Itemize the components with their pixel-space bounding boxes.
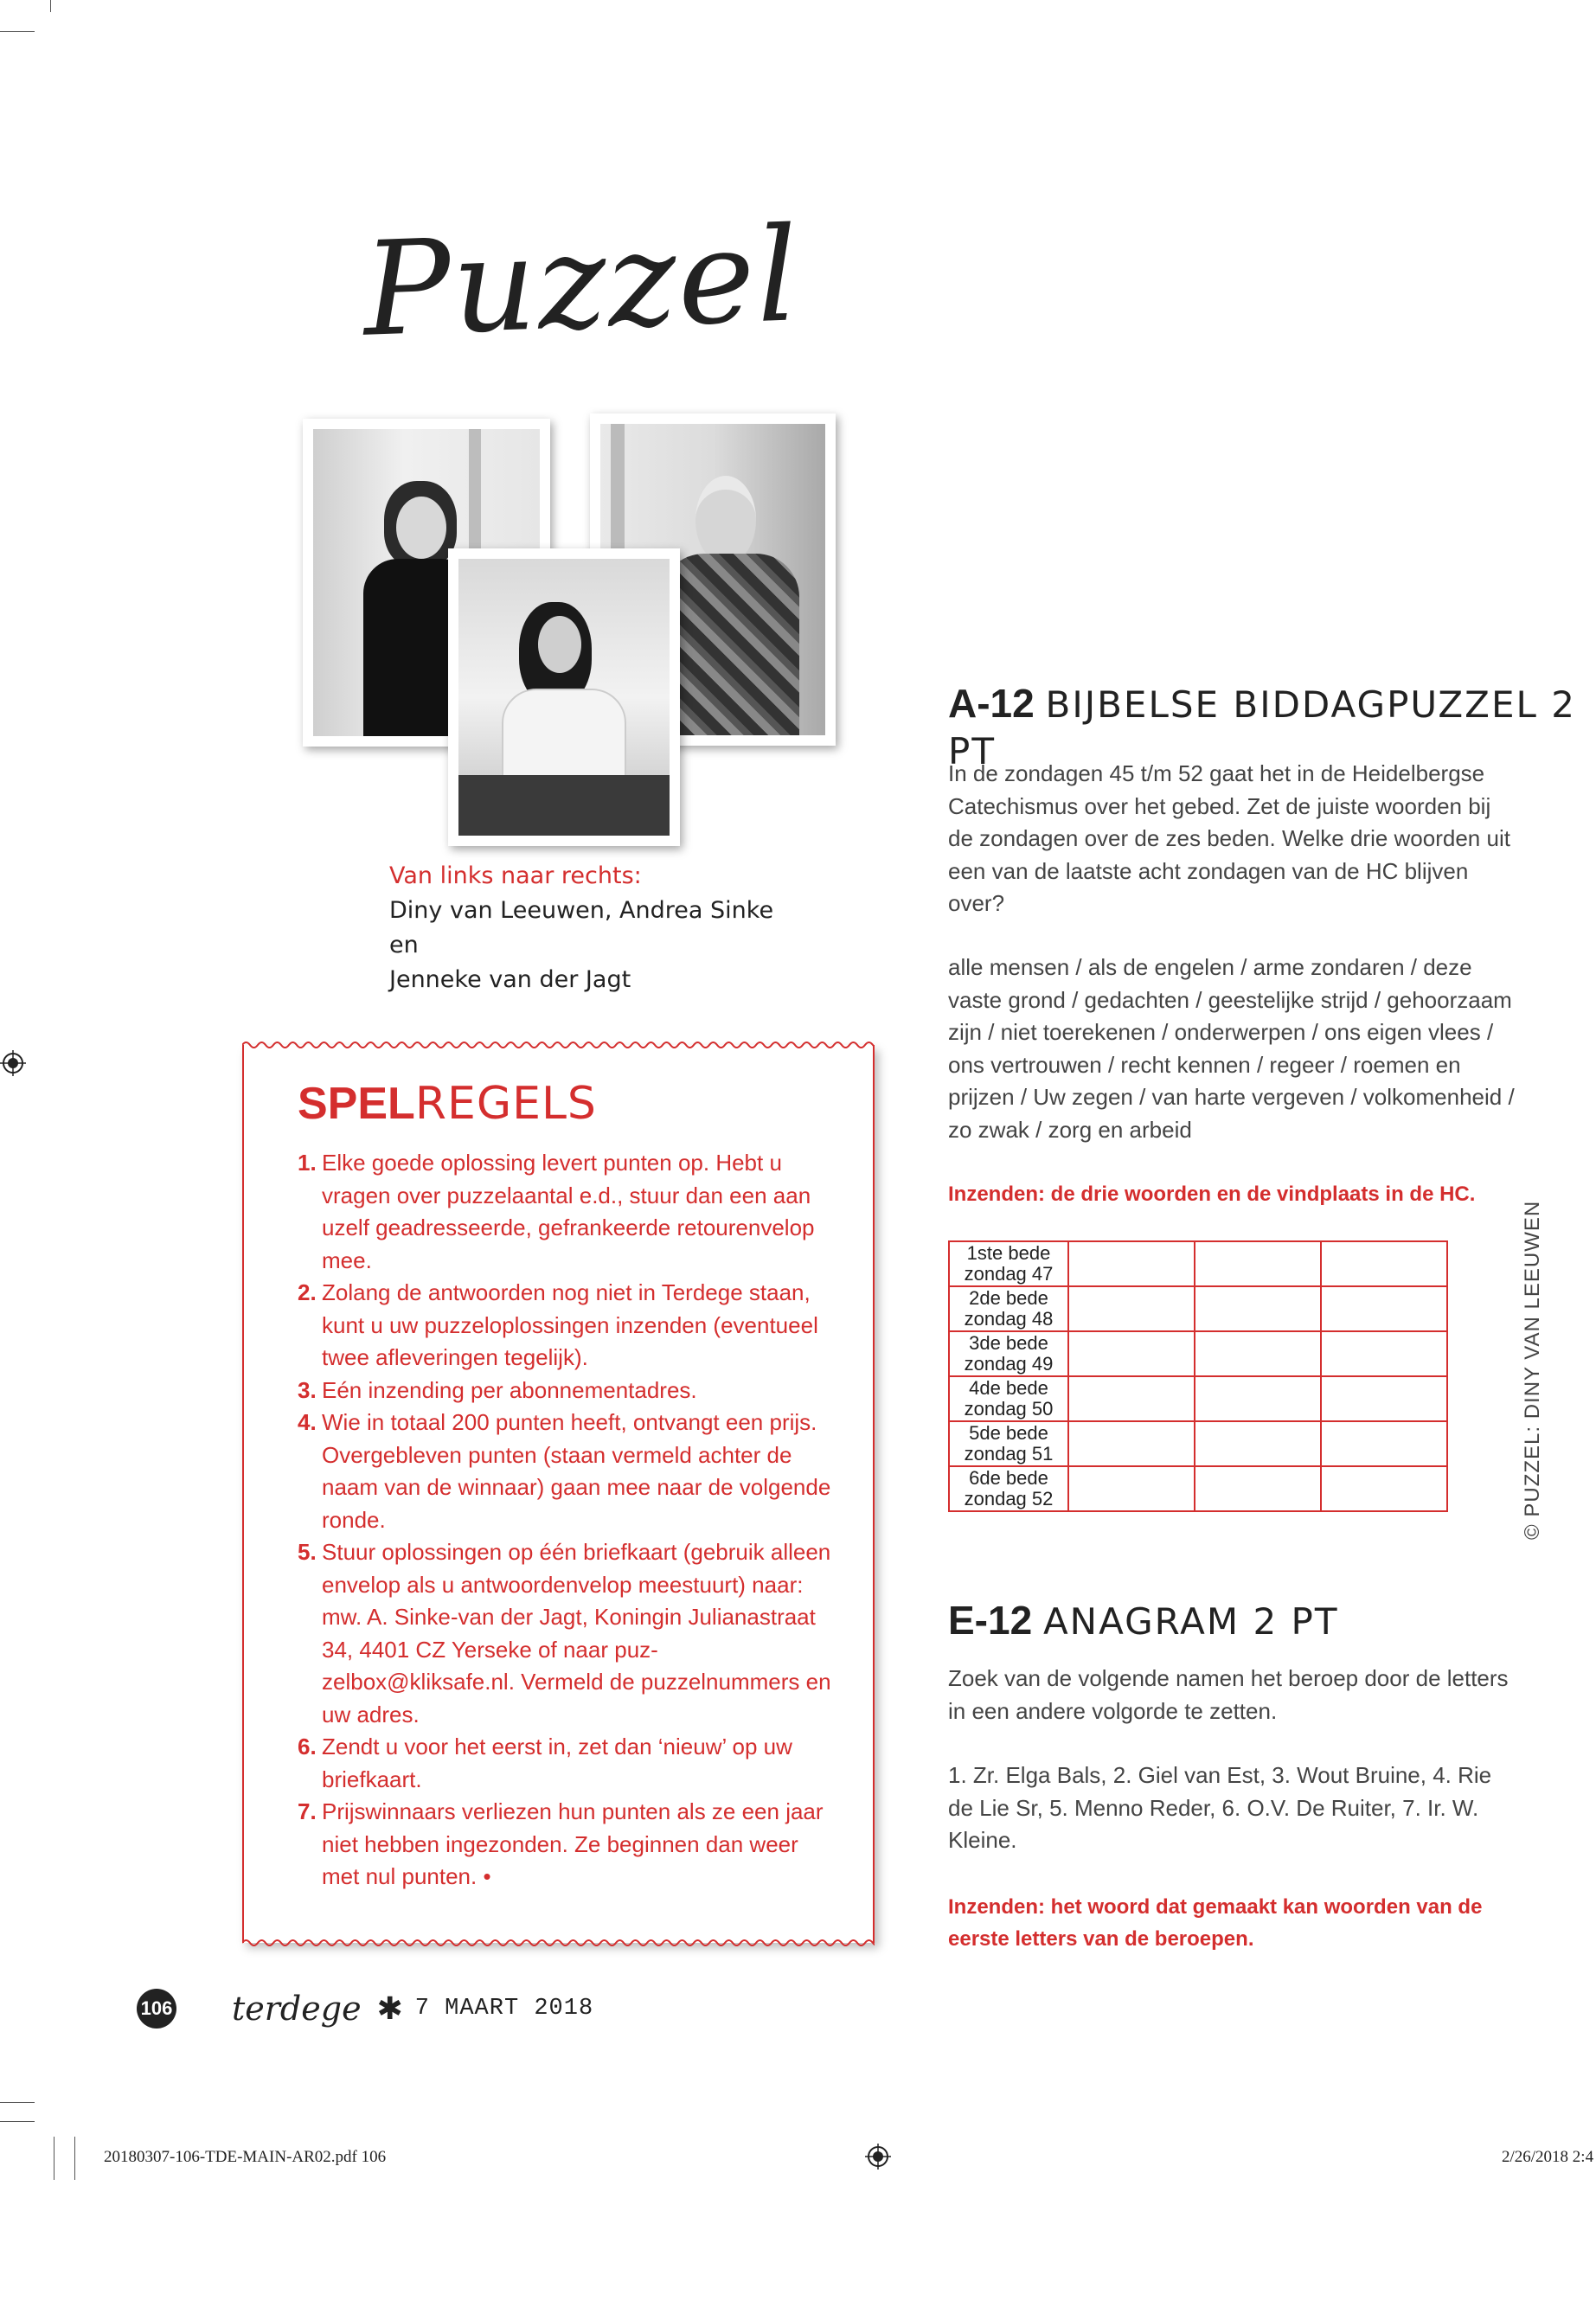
crop-mark [0, 2102, 35, 2103]
row-label: 4de bede [969, 1377, 1048, 1399]
puzzle-a-intro: In de zondagen 45 t/m 52 gaat het in de Heidelbergse Catechismus over het gebed. Zet de juiste woorden bij de zondagen over de zes beden. Welke drie woorden uit een van de laatste acht zondagen van de HC blijven over? [948, 760, 1510, 916]
rule-text: Stuur oplossingen op één briefkaart (gebruik alleen envelop als u antwoordenvelop meestuurt) naar: mw. A. Sinke-van der Jagt, Koningin Julianastraat 34, 4401 CZ Yerseke of naar puzzelbox@kliksafe.nl. Vermeld de puzzelnummers en uw adres. [322, 1539, 831, 1727]
page-title: Puzzel [361, 200, 803, 366]
photo-credit: © PUZZEL: DINY VAN LEEUWEN [1521, 1200, 1544, 1540]
grid-label [949, 1331, 1068, 1376]
rule-item [298, 1536, 834, 1731]
issue-date: 7 MAART 2018 [414, 1996, 594, 2022]
row-label: zondag 49 [964, 1353, 1054, 1375]
print-timestamp: 2/26/2018 2:4 [1502, 2148, 1594, 2166]
rule-number: 1. [298, 1150, 317, 1176]
row-label: zondag 50 [964, 1398, 1054, 1420]
rules-box [242, 1045, 875, 1943]
rules-title [298, 1078, 597, 1130]
answer-cell[interactable] [1195, 1241, 1321, 1286]
registration-mark-icon [0, 1050, 26, 1076]
answer-cell[interactable] [1321, 1376, 1447, 1421]
crop-mark [74, 2137, 75, 2180]
rule-text: Eén inzending per abonnementadres. [322, 1376, 697, 1403]
answer-cell[interactable] [1321, 1241, 1447, 1286]
rules-title-bold: SPEL [298, 1079, 415, 1129]
row-label: 1ste bede [966, 1242, 1051, 1264]
rules-list [298, 1147, 834, 1894]
rule-item [298, 1277, 834, 1375]
wavy-border [242, 1937, 875, 1949]
answer-grid [948, 1240, 1448, 1512]
puzzle-e-code: E-12 [948, 1598, 1033, 1643]
answer-cell[interactable] [1068, 1421, 1195, 1466]
table-row [949, 1241, 1447, 1286]
row-label: 2de bede [969, 1287, 1048, 1309]
answer-cell[interactable] [1068, 1466, 1195, 1511]
photo-caption [389, 859, 804, 997]
puzzle-e-submit: Inzenden: het woord dat gemaakt kan woorden van de eerste letters van de beroepen. [948, 1895, 1483, 1951]
answer-cell[interactable] [1321, 1331, 1447, 1376]
rule-item [298, 1147, 834, 1277]
grid-label [949, 1376, 1068, 1421]
rule-item [298, 1375, 834, 1407]
answer-cell[interactable] [1321, 1466, 1447, 1511]
answer-cell[interactable] [1195, 1466, 1321, 1511]
caption-line: Diny van Leeuwen, Andrea Sinke en [389, 897, 774, 958]
caption-line: Jenneke van der Jagt [389, 966, 631, 993]
rule-text: Wie in totaal 200 punten heeft, ontvangt een prijs. Overgebleven punten (staan vermeld achter de naam van de winnaar) gaan mee naar de volgende ronde. [322, 1409, 831, 1533]
puzzle-a-submit: Inzenden: de drie woorden en de vindplaats in de HC. [948, 1183, 1476, 1206]
puzzle-e-heading [948, 1597, 1339, 1644]
rule-item [298, 1407, 834, 1536]
rule-number: 3. [298, 1376, 317, 1403]
rule-text: Zolang de antwoorden nog niet in Terdege staan, kunt u uw puzzeloplossingen inzenden (eventueel twee afleveringen tegelijk). [322, 1279, 818, 1370]
rule-number: 2. [298, 1279, 317, 1305]
registration-mark-icon [865, 2144, 891, 2170]
answer-cell[interactable] [1068, 1331, 1195, 1376]
print-slug: 20180307-106-TDE-MAIN-AR02.pdf 106 [104, 2148, 387, 2166]
table-row [949, 1421, 1447, 1466]
star-icon: ✱ [376, 1990, 403, 2026]
rule-number: 5. [298, 1539, 317, 1565]
caption-lead: Van links naar rechts: [389, 862, 642, 889]
crop-mark [0, 2121, 35, 2122]
row-label: zondag 52 [964, 1488, 1054, 1509]
grid-label [949, 1466, 1068, 1511]
grid-label [949, 1241, 1068, 1286]
answer-cell[interactable] [1321, 1286, 1447, 1331]
row-label: zondag 51 [964, 1443, 1054, 1465]
wavy-border [242, 1039, 875, 1051]
puzzle-e-name: ANAGRAM 2 PT [1042, 1600, 1339, 1643]
rule-number: 4. [298, 1409, 317, 1435]
answer-cell[interactable] [1195, 1286, 1321, 1331]
answer-cell[interactable] [1068, 1376, 1195, 1421]
answer-cell[interactable] [1195, 1331, 1321, 1376]
puzzle-a-name: BIJBELSE BIDDAGPUZZEL 2 PT [948, 683, 1576, 772]
table-row [949, 1466, 1447, 1511]
row-label: zondag 48 [964, 1308, 1054, 1330]
answer-cell[interactable] [1068, 1286, 1195, 1331]
answer-cell[interactable] [1195, 1376, 1321, 1421]
crop-mark [0, 31, 35, 32]
magazine-logo: terdege [232, 1990, 362, 2028]
row-label: zondag 47 [964, 1263, 1054, 1285]
page-footer [137, 1988, 593, 2029]
rule-text: Zendt u voor het eerst in, zet dan ‘nieuw’ op uw briefkaart. [322, 1734, 792, 1792]
rule-item [298, 1731, 834, 1796]
rule-number: 7. [298, 1798, 317, 1824]
rule-number: 6. [298, 1734, 317, 1759]
photo-andrea [448, 548, 680, 846]
rule-text: Prijswinnaars verliezen hun punten als ze een jaar niet hebben ingezonden. Ze beginnen dan weer met nul punten. • [322, 1798, 824, 1889]
puzzle-e-names: 1. Zr. Elga Bals, 2. Giel van Est, 3. Wout Bruine, 4. Rie de Lie Sr, 5. Menno Reder, 6. O.V. De Ruiter, 7. Ir. W. Kleine. [948, 1762, 1492, 1853]
rule-item [298, 1796, 834, 1894]
puzzle-a-words: alle mensen / als de engelen / arme zondaren / deze vaste grond / gedachten / geestelijke strijd / gehoorzaam zijn / niet toerekenen / onderwerpen / ons eigen vlees / ons vertrouwen / recht kennen / regeer / roemen en prijzen / Uw zegen / van harte vergeven / volkomenheid / zo zwak / zorg en arbeid [948, 954, 1515, 1143]
grid-label [949, 1286, 1068, 1331]
rule-text: Elke goede oplossing levert punten op. Hebt u vragen over puzzelaantal e.d., stuur dan een aan uzelf geadresseerde, gefrankeerde retourenvelop mee. [322, 1150, 815, 1273]
rules-title-light: REGELS [414, 1078, 597, 1130]
page-number: 106 [137, 1989, 176, 2029]
answer-cell[interactable] [1195, 1421, 1321, 1466]
table-row [949, 1286, 1447, 1331]
row-label: 5de bede [969, 1422, 1048, 1444]
answer-cell[interactable] [1068, 1241, 1195, 1286]
puzzle-e-intro: Zoek van de volgende namen het beroep door de letters in een andere volgorde te zetten. [948, 1665, 1509, 1724]
table-row [949, 1331, 1447, 1376]
grid-label [949, 1421, 1068, 1466]
crop-mark [50, 0, 51, 12]
puzzle-a-code: A-12 [948, 681, 1035, 726]
answer-cell[interactable] [1321, 1421, 1447, 1466]
row-label: 6de bede [969, 1467, 1048, 1489]
table-row [949, 1376, 1447, 1421]
row-label: 3de bede [969, 1332, 1048, 1354]
